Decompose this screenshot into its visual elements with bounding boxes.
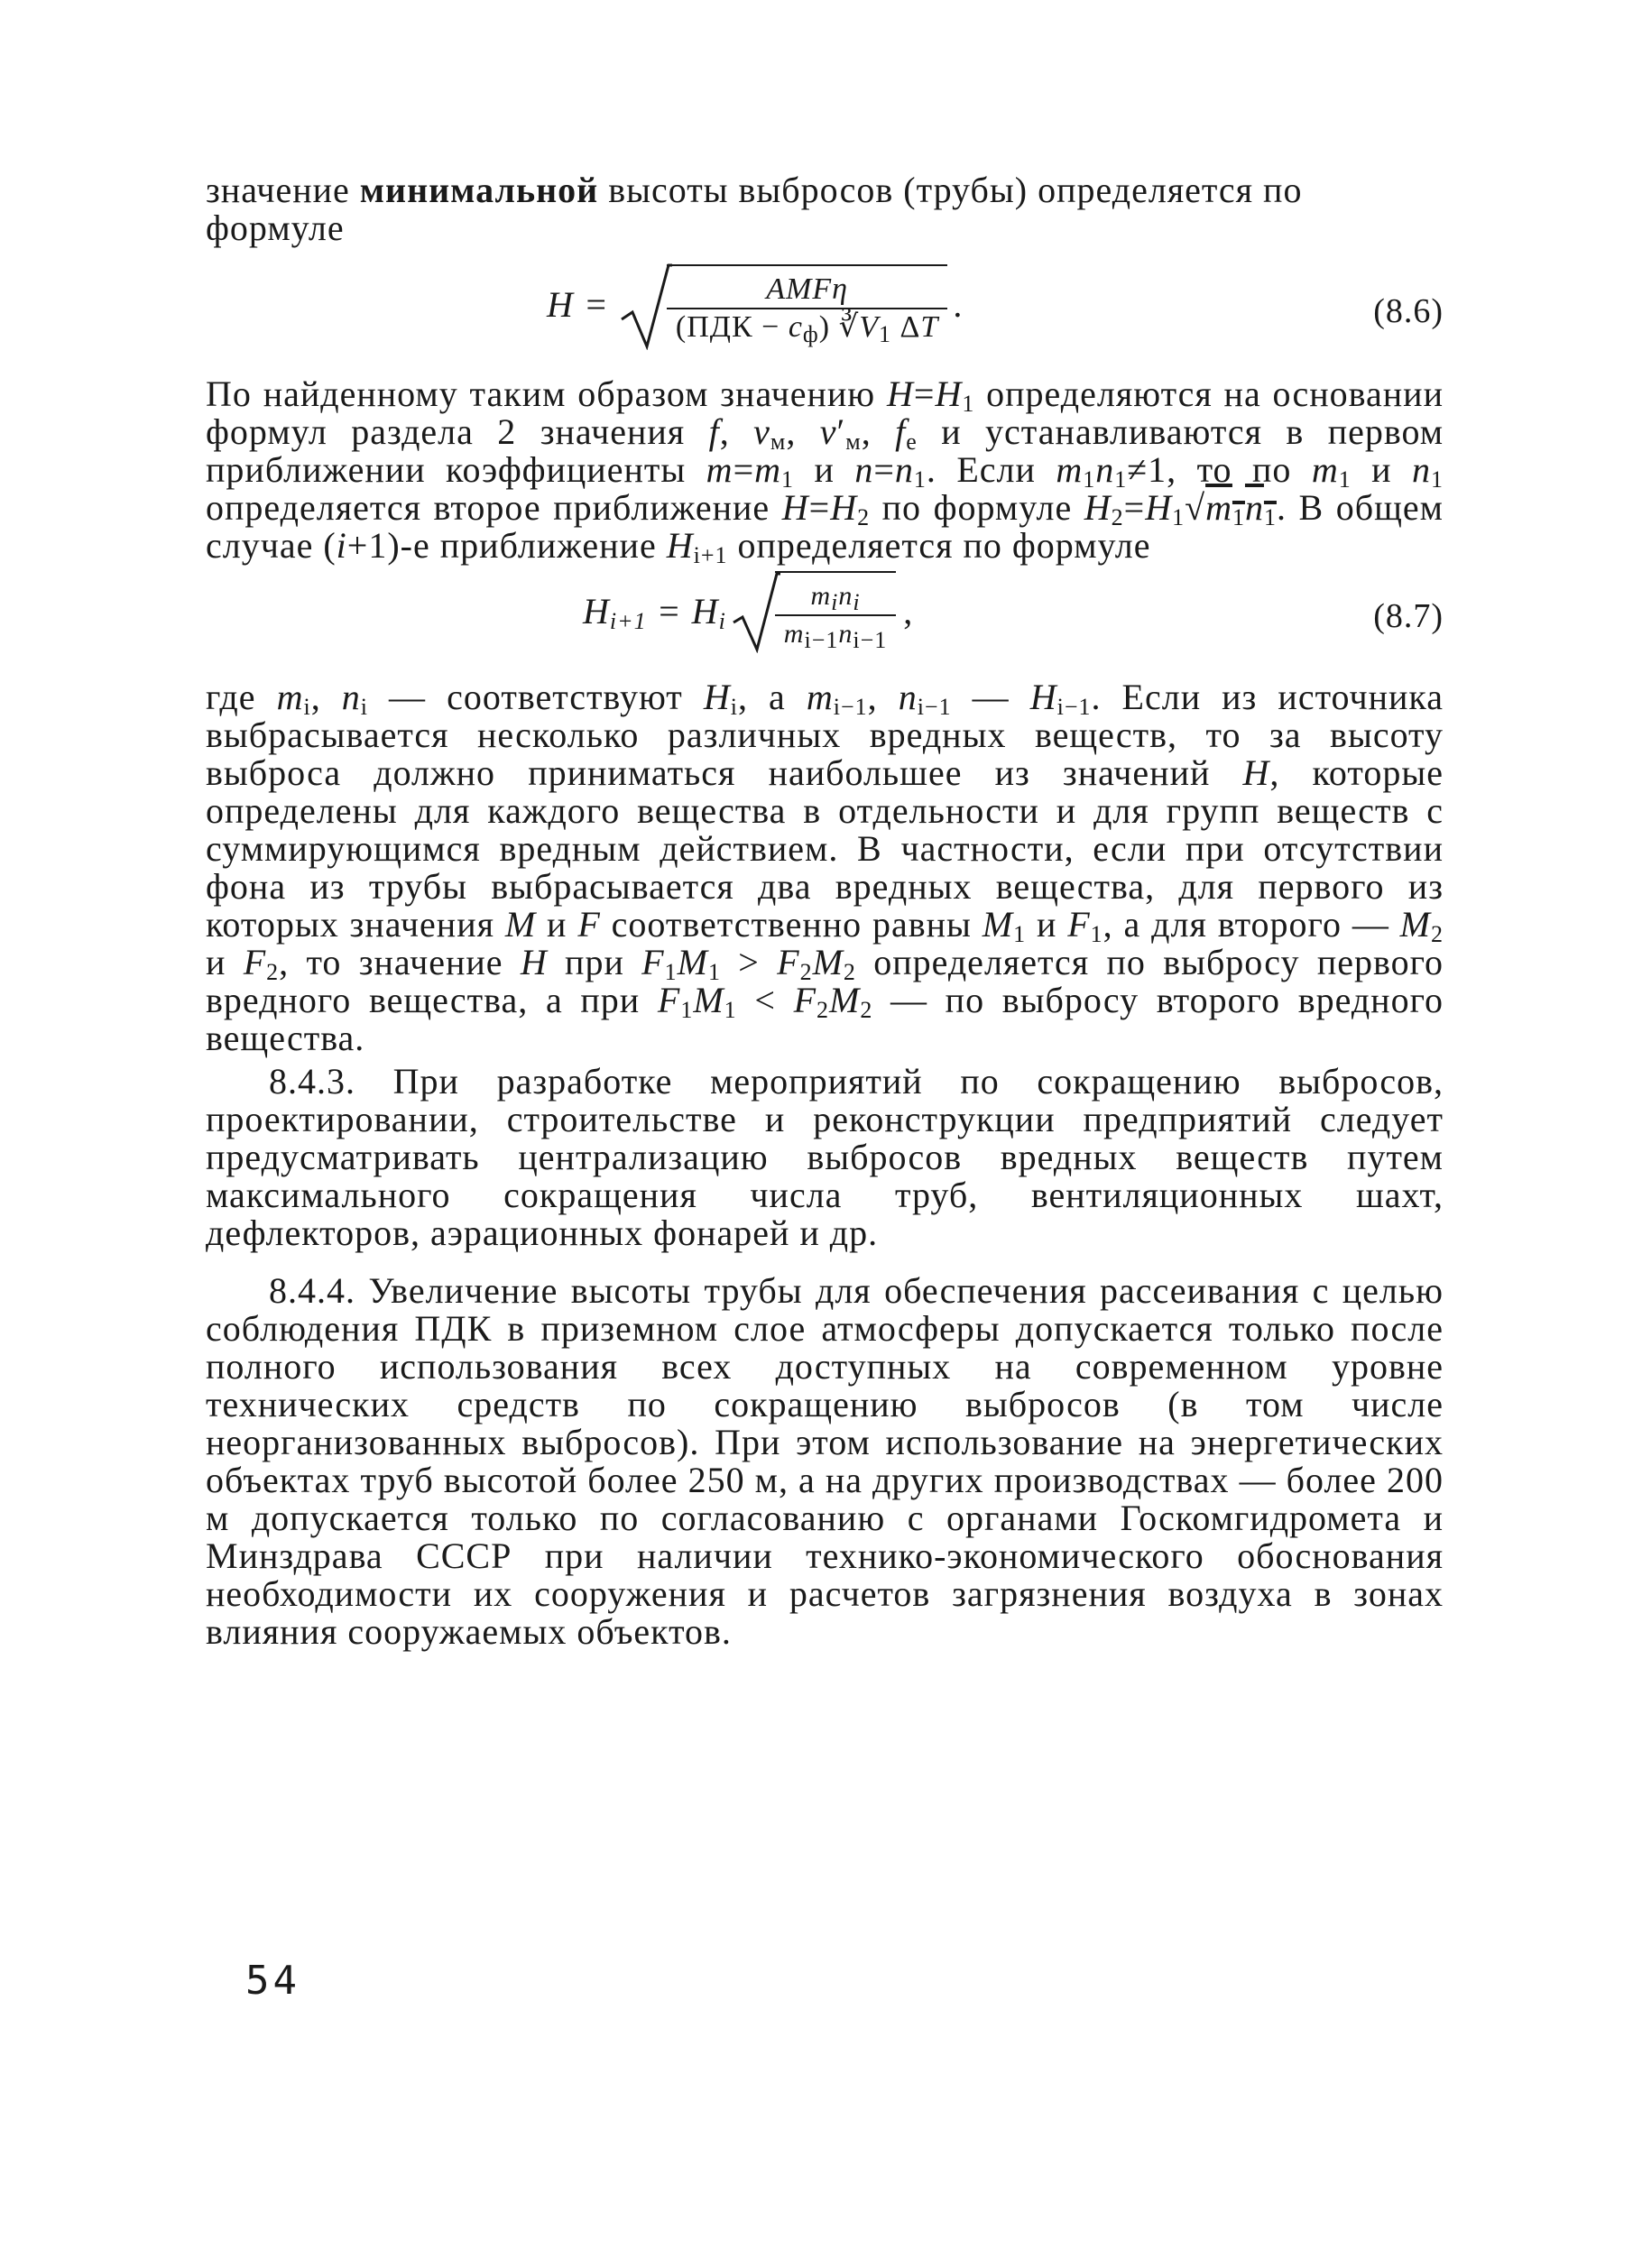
formula-8-6: [206, 260, 1444, 366]
paragraph-8-4-3: 8.4.3. При разработке мероприятий по сокращению выбросов, проектировании, строительстве и реконструкции предприятий следует предусматривать централизацию выбросов вредных веществ путем максимального сокращения числа труб, вентиляционных шахт, дефлекторов, аэрационных фонарей и др.: [206, 1061, 1444, 1253]
formula-8-6-fraction: [667, 264, 947, 346]
paragraph-3: где $m_i$, $n_i$ — соответствуют $H_i$, а $m_{i-1}$, $n_{i-1}$ — $H_{i-1}$. Если из источника выбрасывается несколько различных вредных веществ, то за высоту выброса должно приниматься наибольшее из значений H, которые определены для каждого вещества в отдельности и для групп веществ с суммирующимся вредным действием. В частности, если при отсутствии фона из трубы выбрасывается два вредных вещества, для первого из которых значения M и F соответственно равны $M_1$ и $F_1$, а для второго — $M_2$ и $F_2$, то значение H при $F_1M_1 > F_2M_2$ определяется по выбросу первого вредного вещества, а при $F_1M_1 < F_2M_2$ — по выбросу второго вредного вещества.: [206, 677, 1444, 1058]
square-root-sign: [730, 570, 896, 653]
square-root-sign: [618, 260, 947, 350]
formula-8-6-numerator: AMFη: [766, 272, 848, 306]
formula-8-7-numerator: $m_in_i$: [810, 581, 861, 615]
formula-8-7: [206, 570, 1444, 669]
intro-paragraph: значение минимальной высоты выбросов (трубы) определяется по формуле: [206, 170, 1303, 248]
formula-8-6-denominator: $(ПДК - c_ф)$ $∛V_1$ ΔT: [667, 308, 947, 346]
formula-8-7-lhs: $H_{i+1} = H_i$: [583, 591, 726, 634]
document-page: [206, 171, 1444, 1651]
formula-8-6-number: (8.6): [1373, 292, 1444, 330]
formula-8-7-number: (8.7): [1373, 597, 1444, 635]
formula-8-7-fraction: [775, 571, 896, 652]
page-number: 54: [245, 1958, 300, 2004]
formula-8-7-body: $H_{i+1} = H_i$ $\frac{m_in_i}{m_{i-1}n_{i-1}}$ ,: [583, 570, 913, 653]
paragraph-2: По найденному таким образом значению $H=H_1$ определяются на основании формул раздела 2 значения f, $v_м$, $v'_м$, $f_e$ и устанавливаются в первом приближении коэффициенты $m=m_1$ и $n=n_1$. Если $m_1n_1\ne 1$, то по $m_1$ и $n_1$ определяется второе приближение $H=H_2$ по формуле $H_2=H_1√m_1n_1$. В общем случае (i+1)-е приближение $H_{i+1}$ определяется по формуле: [206, 373, 1444, 568]
formula-8-6-lhs: H =: [547, 284, 609, 325]
formula-8-7-denominator: $m_{i-1}n_{i-1}$: [775, 614, 896, 652]
formula-8-6-body: H = $\frac{\text{AMFη}}{(ПДК - c_ф) ∛V_1 \Delta T}$ .: [547, 260, 963, 350]
paragraph-8-4-4: 8.4.4. Увеличение высоты трубы для обеспечения рассеивания с целью соблюдения ПДК в приземном слое атмосферы допускается только после полного использования всех доступных на современном уровне технических средств по сокращению выбросов (в том числе неорганизованных выбросов). При этом использование на энергетических объектах труб высотой более 250 м, а на других производствах — более 200 м допускается только по согласованию с органами Госкомгидромета и Минздрава СССР при наличии технико-экономического обоснования необходимости их сооружения и расчетов загрязнения воздуха в зонах влияния сооружаемых объектов.: [206, 1270, 1444, 1652]
